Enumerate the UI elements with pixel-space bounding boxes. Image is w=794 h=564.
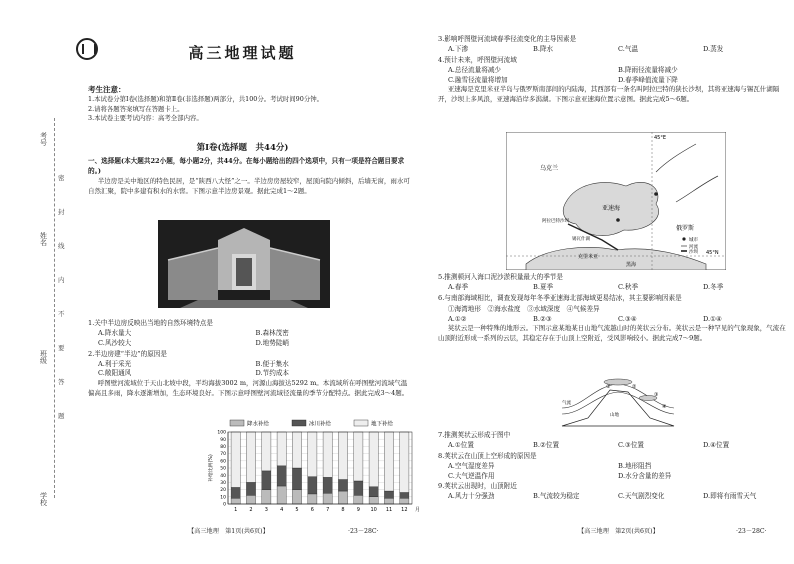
crimea-label: 克里米亚 xyxy=(578,254,599,260)
option-a[interactable]: A.降水量大 xyxy=(98,328,132,337)
page-code: ·23－28C· xyxy=(348,528,379,535)
longitude-label: 45°E xyxy=(654,135,667,141)
bar-segment xyxy=(384,498,393,504)
bar-segment xyxy=(277,486,286,504)
bar-segment xyxy=(354,481,363,495)
x-tick-label: 5 xyxy=(295,507,299,513)
ukraine-label: 乌克兰 xyxy=(540,165,559,172)
school-label: 学校 xyxy=(39,492,48,506)
position-1: ① xyxy=(606,384,611,390)
passage-1: 半边房是关中地区的特色民居，是“陕西八大怪”之一。半边房房屋较窄，屋顶向院内倾斜，后墙无窗，雨水可自然汇聚，院中多建有积水的水窖。下图示意半边房景观。据此完成1～2题。 xyxy=(88,176,410,195)
option-a[interactable]: A.空气湿度差异 xyxy=(448,461,495,470)
half-house-photo xyxy=(158,220,330,308)
notice-line: 1.本试卷分第Ⅰ卷(选择题)和第Ⅱ卷(非选择题)两部分，共100分。考试时间90分钟。 xyxy=(88,95,323,104)
bar-segment xyxy=(246,432,255,482)
bar-segment xyxy=(338,432,347,480)
option-b[interactable]: B.②位置 xyxy=(533,440,560,449)
option-d[interactable]: D.节约成本 xyxy=(255,369,290,378)
x-tick-label: 9 xyxy=(356,507,360,513)
seal-char: 题 xyxy=(58,412,65,420)
option-d[interactable]: D.①④ xyxy=(703,314,722,323)
runoff-supply-chart xyxy=(206,418,426,518)
chart-legend xyxy=(230,420,394,428)
question-9: 9.荚状云出现时，山顶附近 xyxy=(438,482,517,491)
option-c[interactable]: C.③④ xyxy=(618,314,637,323)
position-4: ④ xyxy=(662,404,667,410)
azov-sea-map xyxy=(506,132,726,270)
bar-segment xyxy=(354,432,363,481)
y-tick-label: 60 xyxy=(220,459,226,465)
option-d[interactable]: D.地势陡峭 xyxy=(255,338,290,347)
bar-segment xyxy=(384,491,393,498)
bar-segment xyxy=(323,477,332,493)
option-a[interactable]: A.①② xyxy=(448,314,467,323)
exam-title: 高三地理试题 xyxy=(188,44,297,62)
passage-3: 亚速海是克里米亚半岛与俄罗斯南部间的内陆海，其西部有一条名叫阿拉巴特的狭长沙坝，其将亚速海与锡瓦什湖隔开，沙坝上多风浪，亚速海沿岸多潟湖。下图示意亚速海位置示意图。据此完成5～6题。 xyxy=(438,85,780,104)
option-c[interactable]: C.天气剧烈变化 xyxy=(618,492,665,501)
option-c[interactable]: C.气温 xyxy=(618,44,639,53)
question-1-options xyxy=(88,329,413,349)
bar-segment xyxy=(323,432,332,477)
instruction-block xyxy=(88,157,413,196)
question-1: 1.关中半边房反映出当地的自然环境特点是 xyxy=(88,319,213,327)
option-b[interactable]: B.②③ xyxy=(533,314,552,323)
option-c[interactable]: C.秋季 xyxy=(618,282,639,291)
seal-char: 不 xyxy=(58,310,65,318)
notice-block xyxy=(88,84,413,124)
legend-swatch xyxy=(292,420,306,426)
binding-margin xyxy=(0,0,64,564)
cut-line xyxy=(54,118,55,498)
bar-segment xyxy=(292,490,301,504)
seal-char: 要 xyxy=(58,344,65,352)
questions-3-4 xyxy=(438,34,788,105)
y-tick-label: 0 xyxy=(223,502,226,508)
question-5: 5.推测顿河入海口泥沙淤积量最大的季节是 xyxy=(438,273,563,281)
option-c[interactable]: C.③位置 xyxy=(618,440,645,449)
russia-label: 俄罗斯 xyxy=(676,225,695,232)
bar-segment xyxy=(292,432,301,468)
y-tick-label: 40 xyxy=(220,473,226,479)
section-heading: 第Ⅰ卷(选择题 共44分) xyxy=(196,143,289,153)
x-tick-label: 1 xyxy=(234,507,238,513)
sivash-label: 锡瓦什湖 xyxy=(572,237,590,242)
bar-segment xyxy=(246,495,255,504)
questions-7-9 xyxy=(438,430,788,502)
x-tick-label: 2 xyxy=(249,507,253,513)
lenticular-cloud-diagram xyxy=(558,378,678,430)
spit-label: 阿拉巴特沙坝 xyxy=(542,219,569,224)
position-3: ③ xyxy=(654,392,659,398)
option-b[interactable]: B.夏季 xyxy=(533,282,554,291)
question-3: 3.影响呼图壁河流域春季径流变化的主导因素是 xyxy=(438,35,577,43)
questions-1-2 xyxy=(88,318,413,399)
questions-5-6 xyxy=(438,272,788,344)
option-a[interactable]: A.春季 xyxy=(448,282,469,291)
exam-number-label: 考号 xyxy=(39,132,48,146)
option-c[interactable]: C.融雪径流量将增加 xyxy=(448,75,508,84)
bar-segment xyxy=(231,498,240,504)
y-tick-label: 80 xyxy=(220,445,226,450)
page-footer: 【高三地理 第1页(共6页)】 xyxy=(188,528,269,535)
y-tick-label: 70 xyxy=(220,452,226,458)
courtyard-image xyxy=(158,220,330,308)
bar-segment xyxy=(231,432,240,487)
question-6-items: ①海湾地形 ②海水盐度 ③水域深度 ④气候差异 xyxy=(448,304,600,313)
legend-spit: 沙坝 xyxy=(689,250,698,255)
option-b[interactable]: B.森林茂密 xyxy=(255,328,289,337)
option-b[interactable]: B.降水 xyxy=(533,44,554,53)
passage-4: 荚状云是一种特殊的地形云。下图示意某地某日山地气流越山时的荚状云分布。荚状云是一种罕见的气象现象，气流在山顶附近形成一系列的云层，其稳定存在于山顶上空附近，受风影响较小。据此完成7～9题。 xyxy=(438,324,786,343)
option-c[interactable]: C.风沙较大 xyxy=(98,338,132,347)
bar-segment xyxy=(384,432,393,491)
notice-line: 2.请将各题答案填写在答题卡上。 xyxy=(88,104,184,113)
option-d[interactable]: D.冬季 xyxy=(703,282,724,291)
bar-segment xyxy=(323,493,332,504)
notice-line: 3.本试卷主要考试内容：高考全部内容。 xyxy=(88,114,203,123)
left-page xyxy=(70,0,421,564)
bar-segment xyxy=(308,477,317,494)
y-tick-label: 30 xyxy=(220,481,226,486)
question-6: 6.与南部海域相比，调查发现每年冬季亚速海北部海域更易结冰，其主要影响因素是 xyxy=(438,293,682,302)
seal-char: 答 xyxy=(58,378,65,386)
y-axis-label: 补给比例(%) xyxy=(209,454,214,482)
bar-segment xyxy=(277,466,286,486)
legend-label: 冰川补给 xyxy=(309,421,332,428)
x-tick-label: 4 xyxy=(280,507,284,513)
x-tick-label: 12 xyxy=(401,507,408,513)
bar-segment xyxy=(262,471,271,490)
x-tick-label: 8 xyxy=(341,507,345,513)
option-a[interactable]: A.下渗 xyxy=(448,44,469,53)
seal-char: 线 xyxy=(58,242,65,250)
option-c[interactable]: C.大气逆温作用 xyxy=(448,471,495,480)
legend-swatch xyxy=(230,420,244,426)
y-tick-label: 100 xyxy=(217,430,226,436)
seal-char: 封 xyxy=(58,208,65,216)
question-8: 8.荚状云在山顶上空形成的原因是 xyxy=(438,451,537,460)
x-tick-label: 7 xyxy=(326,507,330,513)
question-2-options xyxy=(88,360,413,380)
option-d[interactable]: D.④位置 xyxy=(703,440,730,449)
bar-segment xyxy=(231,487,240,498)
bar-segment xyxy=(400,432,409,492)
bar-segment xyxy=(262,490,271,504)
x-tick-label: 3 xyxy=(264,507,268,513)
option-d[interactable]: D.春季峰值流量下降 xyxy=(618,75,678,84)
option-b[interactable]: B.气流较为稳定 xyxy=(533,492,580,501)
page-footer: 【高三地理 第2页(共6页)】 xyxy=(578,528,659,535)
question-7-options xyxy=(438,441,788,451)
bar-segment xyxy=(292,468,301,490)
option-d[interactable]: D.蒸发 xyxy=(703,44,724,53)
seal-char: 内 xyxy=(58,276,65,284)
legend-label: 降水补给 xyxy=(247,421,270,428)
option-d[interactable]: D.水分含量的差异 xyxy=(618,471,672,480)
bar-segment xyxy=(338,480,347,492)
question-4: 4.预计未来，呼图壁河流域 xyxy=(438,55,517,64)
question-3-options xyxy=(438,45,788,55)
question-2: 2.半边房建“半边”的原因是 xyxy=(88,349,167,358)
x-axis-unit: 月 xyxy=(415,507,421,513)
option-a[interactable]: A.总径流量将减少 xyxy=(448,65,502,74)
x-tick-label: 6 xyxy=(310,507,314,513)
legend-label: 地下补给 xyxy=(371,421,394,428)
class-label: 班级 xyxy=(39,350,48,364)
question-4-options xyxy=(438,66,788,86)
right-page xyxy=(438,0,788,564)
bar-segment xyxy=(308,432,317,477)
position-2: ② xyxy=(632,384,637,390)
azov-label: 亚速海 xyxy=(602,205,621,212)
y-tick-label: 20 xyxy=(220,488,226,494)
bar-segment xyxy=(400,498,409,504)
y-tick-label: 10 xyxy=(220,495,226,501)
question-5-options xyxy=(438,283,788,293)
question-9-options xyxy=(438,492,788,502)
x-tick-label: 10 xyxy=(370,507,377,513)
bar-segment xyxy=(369,487,378,497)
page-code: ·23－28C· xyxy=(736,528,767,535)
question-8-options xyxy=(438,462,788,482)
bar-segment xyxy=(354,495,363,504)
legend-city: 城市 xyxy=(689,238,698,243)
x-tick-label: 11 xyxy=(385,507,393,513)
notice-heading: 考生注意： xyxy=(88,85,126,94)
question-7: 7.推测荚状云形成于图中 xyxy=(438,431,511,439)
option-b[interactable]: B.降雨径流量将减少 xyxy=(618,65,678,74)
option-b[interactable]: B.便于集水 xyxy=(255,359,289,368)
legend-swatch xyxy=(354,420,368,426)
bar-segment xyxy=(308,494,317,504)
bar-segment xyxy=(262,432,271,471)
option-c[interactable]: C.敞阳通风 xyxy=(98,369,132,378)
instruction-text: 一、选择题(本大题共22小题，每小题2分，共44分。在每小题给出的四个选项中，只有一项是符合题目要求的。) xyxy=(88,157,405,175)
option-a[interactable]: A.①位置 xyxy=(448,440,474,449)
option-d[interactable]: D.即将有雨雪天气 xyxy=(703,492,757,501)
name-label: 姓名 xyxy=(39,232,48,246)
bar-segment xyxy=(369,432,378,487)
bar-segment xyxy=(338,491,347,504)
option-b[interactable]: B.地形阻挡 xyxy=(618,461,652,470)
question-6-options xyxy=(438,315,788,325)
y-tick-label: 90 xyxy=(220,437,226,443)
passage-2: 呼图壁河流域位于天山北坡中段，平均海拔3002 m，河源山海拔达5292 m。本流域所在呼图壁河流域气温偏高且多雨，降水逐渐增加，生态环境良好。下图示意呼图壁河流域径流量的季节分配特点。据此完成3～4题。 xyxy=(88,379,409,398)
airflow-label: 气流 xyxy=(562,401,571,406)
bar-segment xyxy=(246,482,255,495)
seal-char: 密 xyxy=(58,174,65,182)
option-a[interactable]: A.利于采光 xyxy=(98,359,132,368)
latitude-label: 45°N xyxy=(706,250,719,256)
bar-segment xyxy=(369,497,378,504)
mountain-label: 山地 xyxy=(610,413,619,418)
bar-segment xyxy=(400,492,409,498)
bar-segment xyxy=(277,432,286,466)
black-sea-label: 黑海 xyxy=(626,262,637,268)
option-a[interactable]: A.风力十分强劲 xyxy=(448,492,495,501)
y-tick-label: 50 xyxy=(220,466,226,472)
legend-river: 河流 xyxy=(689,245,698,250)
